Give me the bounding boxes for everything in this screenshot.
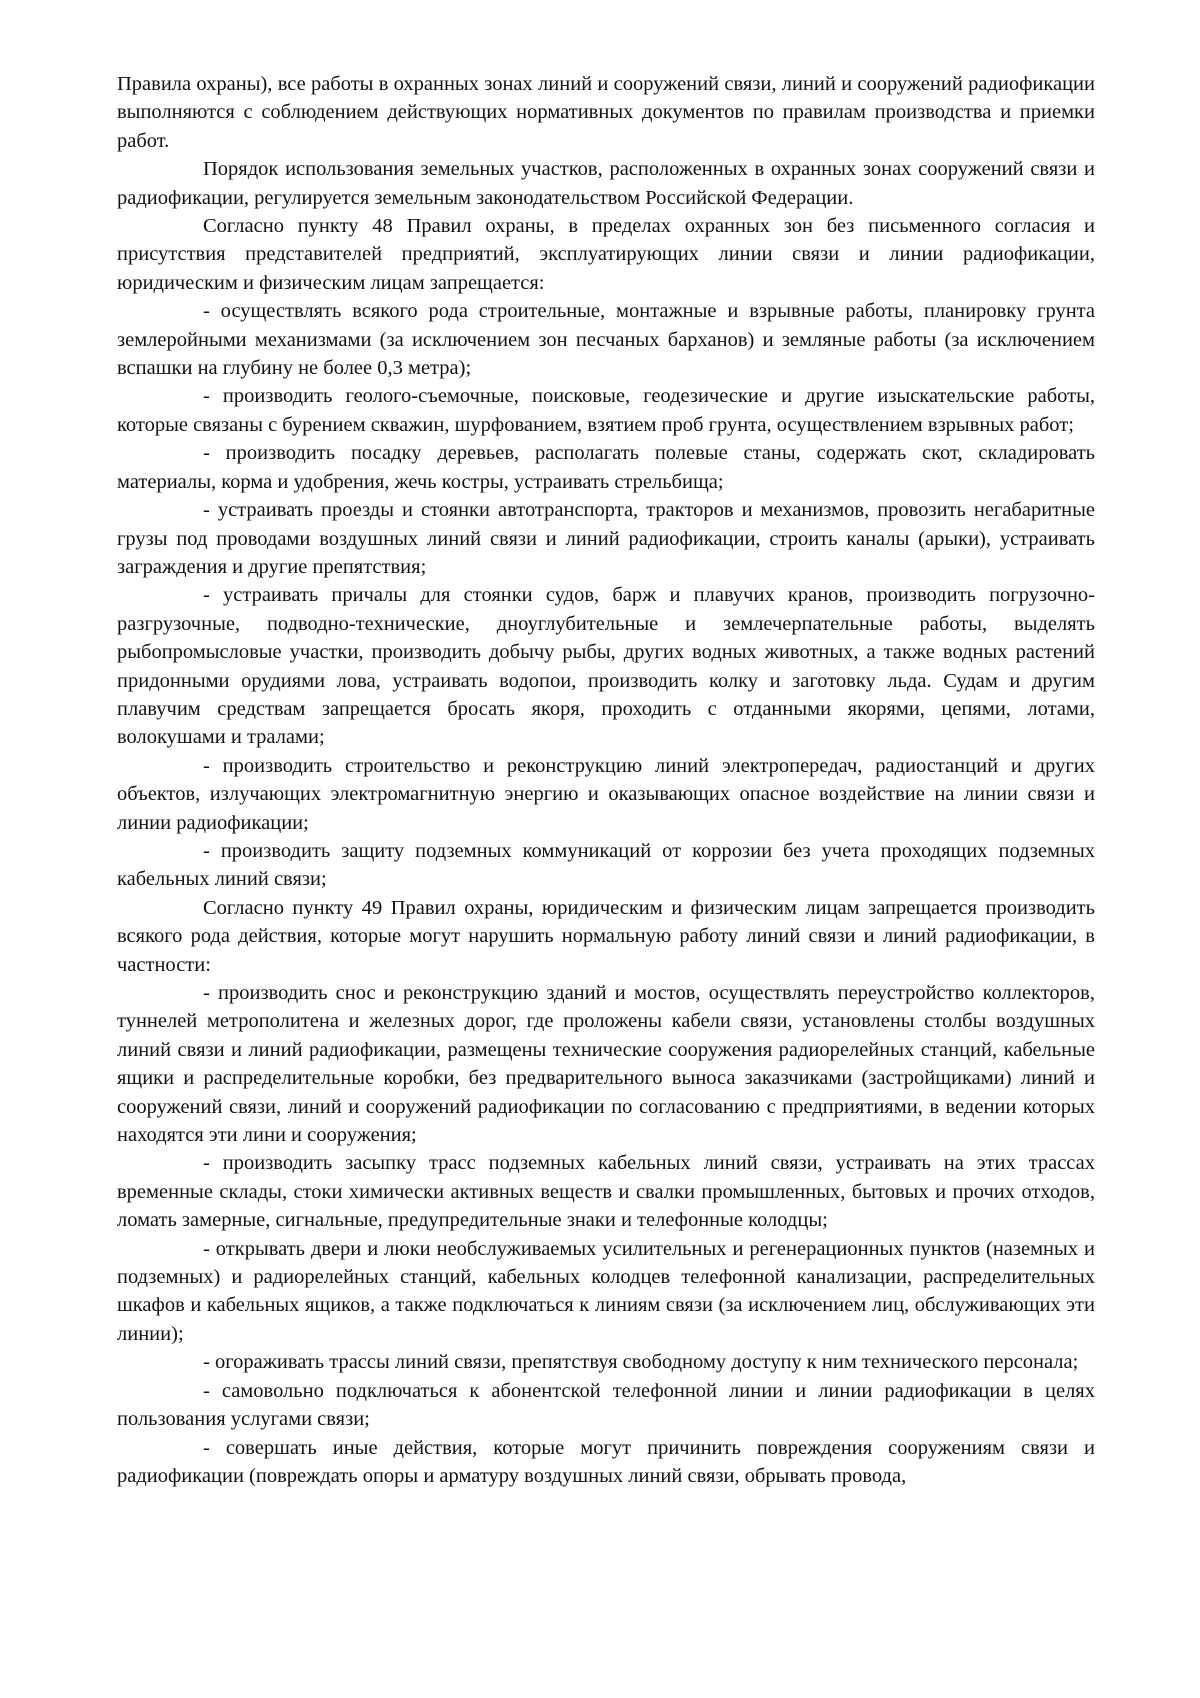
- list-item: - огораживать трассы линий связи, препятствуя свободному доступу к ним технического персонала;: [203, 1351, 1079, 1374]
- list-item: - открывать двери и люки необслуживаемых усилительных и регенерационных пунктов (наземных и подземных) и радиорелейных станций, кабельных колодцев телефонной канализации, распределительных шкафов и кабельных ящиков, а также подключаться к линиям связи (за исключением лиц, обслуживающих эти линии);: [117, 1237, 1095, 1345]
- list-item: - устраивать причалы для стоянки судов, барж и плавучих кранов, производить погрузочно-разгрузочные, подводно-технические, дноуглубительные и землечерпательные работы, выделять рыбопромысловые участки, производить добычу рыбы, других водных животных, а также водных растений придонными орудиями лова, устраивать водопои, производить колку и заготовку льда. Судам и другим плавучим средствам запрещается бросать якоря, проходить с отданными якорями, цепями, лотами, волокушами и тралами;: [117, 584, 1095, 749]
- paragraph-continuation: Правила охраны), все работы в охранных зонах линий и сооружений связи, линий и сооружений радиофикации выполняются с соблюдением действующих нормативных документов по правилам производства и приемки работ.: [117, 73, 1095, 152]
- list-item: - производить геолого-съемочные, поисковые, геодезические и другие изыскательские работы, которые связаны с бурением скважин, шурфованием, взятием проб грунта, осуществлением взрывных работ;: [117, 385, 1095, 436]
- list-item: - производить засыпку трасс подземных кабельных линий связи, устраивать на этих трассах временные склады, стоки химически активных веществ и свалки промышленных, бытовых и прочих отходов, ломать замерные, сигнальные, предупредительные знаки и телефонные колодцы;: [117, 1152, 1095, 1232]
- list-item: - самовольно подключаться к абонентской телефонной линии и линии радиофикации в целях пользования услугами связи;: [117, 1379, 1095, 1431]
- list-item: - устраивать проезды и стоянки автотранспорта, тракторов и механизмов, провозить негабаритные грузы под проводами воздушных линий связи и линий радиофикации, строить каналы (арыки), устраивать заграждения и другие препятствия;: [117, 499, 1095, 578]
- list-item: - производить строительство и реконструкцию линий электропередач, радиостанций и других объектов, излучающих электромагнитную энергию и оказывающих опасное воздействие на линии связи и линии радиофикации;: [117, 754, 1095, 834]
- paragraph-land-use: Порядок использования земельных участков, расположенных в охранных зонах сооружений связи и радиофикации, регулируется земельным законодательством Российской Федерации.: [117, 158, 1095, 209]
- paragraph-clause-48: Согласно пункту 48 Правил охраны, в пределах охранных зон без письменного согласия и присутствия представителей предприятий, эксплуатирующих линии связи и линии радиофикации, юридическим и физическим лицам запрещается:: [117, 215, 1095, 294]
- list-item: - производить снос и реконструкцию зданий и мостов, осуществлять переустройство коллекторов, туннелей метрополитена и железных дорог, где проложены кабели связи, установлены столбы воздушных линий связи и линий радиофикации, размещены технические сооружения радиорелейных станций, кабельные ящики и распределительные коробки, без предварительного выноса заказчиками (застройщиками) линий и сооружений связи, линий и сооружений радиофикации по согласованию с предприятиями, в ведении которых находятся эти лини и сооружения;: [117, 982, 1095, 1147]
- document-page: [117, 70, 1095, 1490]
- list-item: - производить защиту подземных коммуникаций от коррозии без учета проходящих подземных кабельных линий связи;: [117, 839, 1095, 891]
- list-item: - осуществлять всякого рода строительные, монтажные и взрывные работы, планировку грунта землеройными механизмами (за исключением зон песчаных барханов) и земляные работы (за исключением вспашки на глубину не более 0,3 метра);: [117, 300, 1095, 380]
- list-item: - производить посадку деревьев, располагать полевые станы, содержать скот, складировать материалы, корма и удобрения, жечь костры, устраивать стрельбища;: [117, 442, 1095, 493]
- list-item: - совершать иные действия, которые могут причинить повреждения сооружениям связи и радиофикации (повреждать опоры и арматуру воздушных линий связи, обрывать провода,: [117, 1436, 1095, 1487]
- paragraph-clause-49: Согласно пункту 49 Правил охраны, юридическим и физическим лицам запрещается производить всякого рода действия, которые могут нарушить нормальную работу линий связи и линий радиофикации, в частности:: [117, 896, 1095, 976]
